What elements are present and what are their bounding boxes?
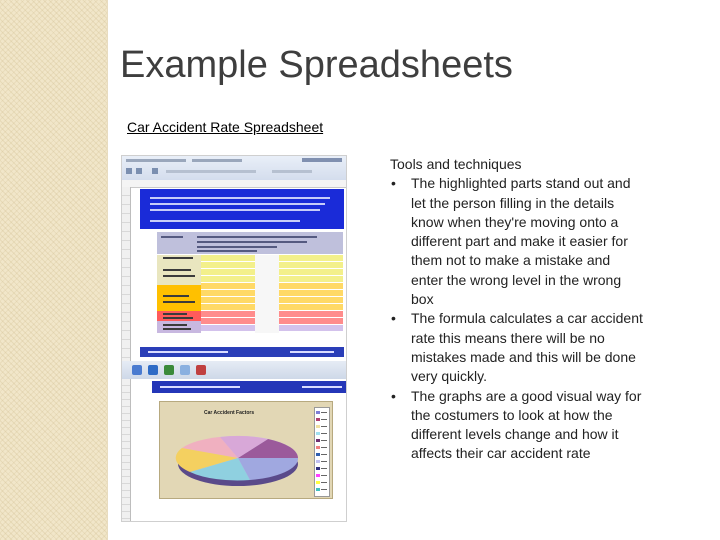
bullet-icon: • — [391, 387, 396, 404]
list-item: • The highlighted parts stand out and let the person filling in the details know when they're moving onto a different part and make it easier for them not to make a mistake and enter the wrong level in the wrong box — [391, 175, 631, 308]
chart-title: Car Accident Factors — [204, 410, 255, 416]
slide-title: Example Spreadsheets — [120, 44, 513, 86]
intro-highlight-box — [140, 189, 344, 229]
tools-panel — [390, 155, 645, 464]
factor-list — [201, 255, 255, 333]
excel-ribbon — [122, 156, 346, 181]
formula-bar — [122, 180, 346, 188]
taskbar — [122, 361, 346, 379]
list-item: • The graphs are a good visual way for the costumers to look at how the different levels change and how it affects their car accident rate — [391, 387, 642, 462]
bullet-list — [390, 174, 645, 463]
pie-graphic — [160, 402, 332, 498]
list-item: • The formula calculates a car accident rate this means there will be no mistakes made and this will be done very quickly. — [391, 310, 643, 385]
chart-sheet — [122, 361, 346, 521]
panel-heading: Tools and techniques — [390, 156, 522, 172]
stripe-edge — [107, 0, 108, 540]
accident-rate-bar — [140, 347, 344, 357]
chart-legend — [314, 407, 330, 497]
accident-rate-bar-lower — [152, 381, 346, 393]
row-numbers-lower — [122, 379, 131, 521]
spreadsheet-screenshot — [121, 155, 347, 522]
value-column — [279, 255, 343, 333]
bullet-icon: • — [391, 310, 396, 327]
checkbox-column — [255, 255, 279, 333]
decorative-left-stripe — [0, 0, 107, 540]
slide-subtitle: Car Accident Rate Spreadsheet — [127, 119, 324, 135]
instructions-box — [157, 232, 343, 254]
pie-chart — [159, 401, 333, 499]
bullet-icon: • — [391, 175, 396, 192]
factor-grid — [157, 255, 343, 333]
